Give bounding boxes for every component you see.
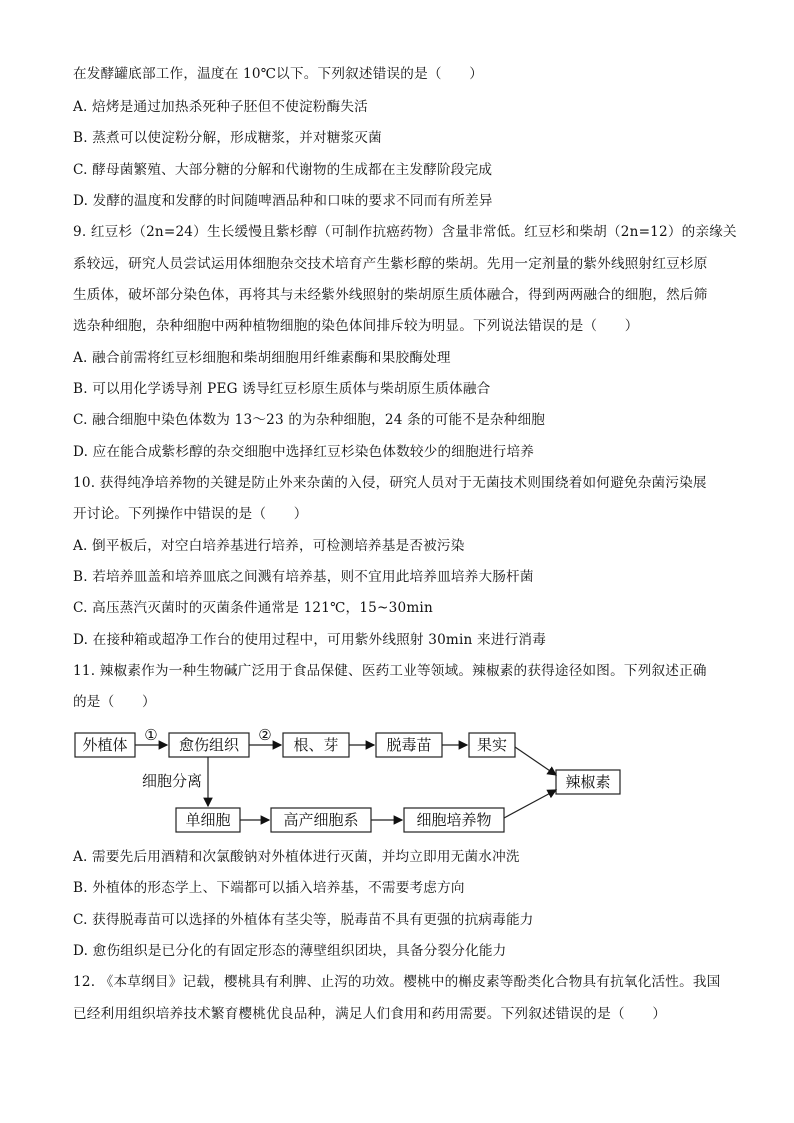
label-callus: 愈伤组织: [178, 736, 240, 754]
capsaicin-pathway-diagram: [74, 720, 634, 840]
q10-option-c: C. 高压蒸汽灭菌时的灭菌条件通常是 121℃，15~30min: [73, 600, 433, 616]
arrow-fruit-to-capsaicin: [515, 747, 556, 775]
q9-stem-line-1: 9. 红豆杉（2n=24）生长缓慢且紫杉醇（可制作抗癌药物）含量非常低。红豆杉和柴胡（2n=12）的亲缘关: [73, 224, 737, 240]
label-explant: 外植体: [82, 736, 128, 754]
step-2-marker: ②: [258, 726, 272, 744]
q10-stem-line-1: 10. 获得纯净培养物的关键是防止外来杂菌的入侵，研究人员对于无菌技术则围绕着如何避免杂菌污染展: [73, 475, 707, 491]
q9-stem-line-4: 选杂种细胞，杂种细胞中两种植物细胞的染色体间排斥较为明显。下列说法错误的是（ ）: [73, 318, 639, 334]
q8-option-c: C. 酵母菌繁殖、大部分糖的分解和代谢物的生成都在主发酵阶段完成: [73, 162, 493, 178]
q11-stem-line-2: 的是（ ）: [73, 694, 156, 710]
q11-option-c: C. 获得脱毒苗可以选择的外植体有茎尖等，脱毒苗不具有更强的抗病毒能力: [73, 912, 534, 928]
q9-option-d: D. 应在能合成紫杉醇的杂交细胞中选择红豆杉染色体数较少的细胞进行培养: [73, 444, 535, 460]
q10-stem-line-2: 开讨论。下列操作中错误的是（ ）: [73, 506, 308, 522]
question-8-stem-end: 在发酵罐底部工作，温度在 10℃以下。下列叙述错误的是（ ）: [73, 66, 484, 82]
q8-option-d: D. 发酵的温度和发酵的时间随啤酒品种和口味的要求不同而有所差异: [73, 193, 493, 209]
label-root-bud: 根、芽: [293, 736, 339, 754]
q9-option-b: B. 可以用化学诱导剂 PEG 诱导红豆杉原生质体与柴胡原生质体融合: [73, 381, 491, 397]
step-1-marker: ①: [144, 726, 158, 744]
q12-stem-line-2: 已经利用组织培养技术繁育樱桃优良品种，满足人们食用和药用需要。下列叙述错误的是（ ）: [73, 1006, 667, 1022]
arrow-culture-to-capsaicin: [504, 790, 556, 818]
q9-option-c: C. 融合细胞中染色体数为 13～23 的为杂种细胞，24 条的可能不是杂种细胞: [73, 412, 546, 428]
label-high-yield-line: 高产细胞系: [283, 811, 359, 829]
q9-option-a: A. 融合前需将红豆杉细胞和柴胡细胞用纤维素酶和果胶酶处理: [73, 350, 451, 366]
label-single-cell: 单细胞: [185, 811, 231, 829]
q11-option-a: A. 需要先后用酒精和次氯酸钠对外植体进行灭菌，并均立即用无菌水冲洗: [73, 849, 520, 865]
label-cell-culture: 细胞培养物: [416, 811, 492, 829]
label-fruit: 果实: [476, 736, 508, 754]
q8-option-a: A. 焙烤是通过加热杀死种子胚但不使淀粉酶失活: [73, 99, 368, 115]
label-capsaicin: 辣椒素: [565, 773, 611, 791]
q10-option-d: D. 在接种箱或超净工作台的使用过程中，可用紫外线照射 30min 来进行消毒: [73, 632, 547, 648]
label-virus-free-seedling: 脱毒苗: [386, 736, 432, 754]
q9-stem-line-3: 生质体，破坏部分染色体，再将其与未经紫外线照射的柴胡原生质体融合，得到两两融合的细胞，然后筛: [73, 287, 708, 303]
q10-option-b: B. 若培养皿盖和培养皿底之间溅有培养基，则不宜用此培养皿培养大肠杆菌: [73, 569, 534, 585]
q10-option-a: A. 倒平板后，对空白培养基进行培养，可检测培养基是否被污染: [73, 538, 465, 554]
q11-stem-line-1: 11. 辣椒素作为一种生物碱广泛用于食品保健、医药工业等领域。辣椒素的获得途径如图。下列叙述正确: [73, 663, 707, 679]
q11-option-d: D. 愈伤组织是已分化的有固定形态的薄壁组织团块，具备分裂分化能力: [73, 943, 507, 959]
label-cell-separation: 细胞分离: [141, 772, 203, 790]
q8-option-b: B. 蒸煮可以使淀粉分解，形成糖浆，并对糖浆灭菌: [73, 130, 382, 146]
q9-stem-line-2: 系较远，研究人员尝试运用体细胞杂交技术培育产生紫杉醇的柴胡。先用一定剂量的紫外线照射红豆杉原: [73, 256, 708, 272]
q12-stem-line-1: 12. 《本草纲目》记载，樱桃具有利脾、止泻的功效。樱桃中的槲皮素等酚类化合物具有抗氧化活性。我国: [73, 974, 721, 990]
q11-option-b: B. 外植体的形态学上、下端都可以插入培养基，不需要考虑方向: [73, 880, 465, 896]
